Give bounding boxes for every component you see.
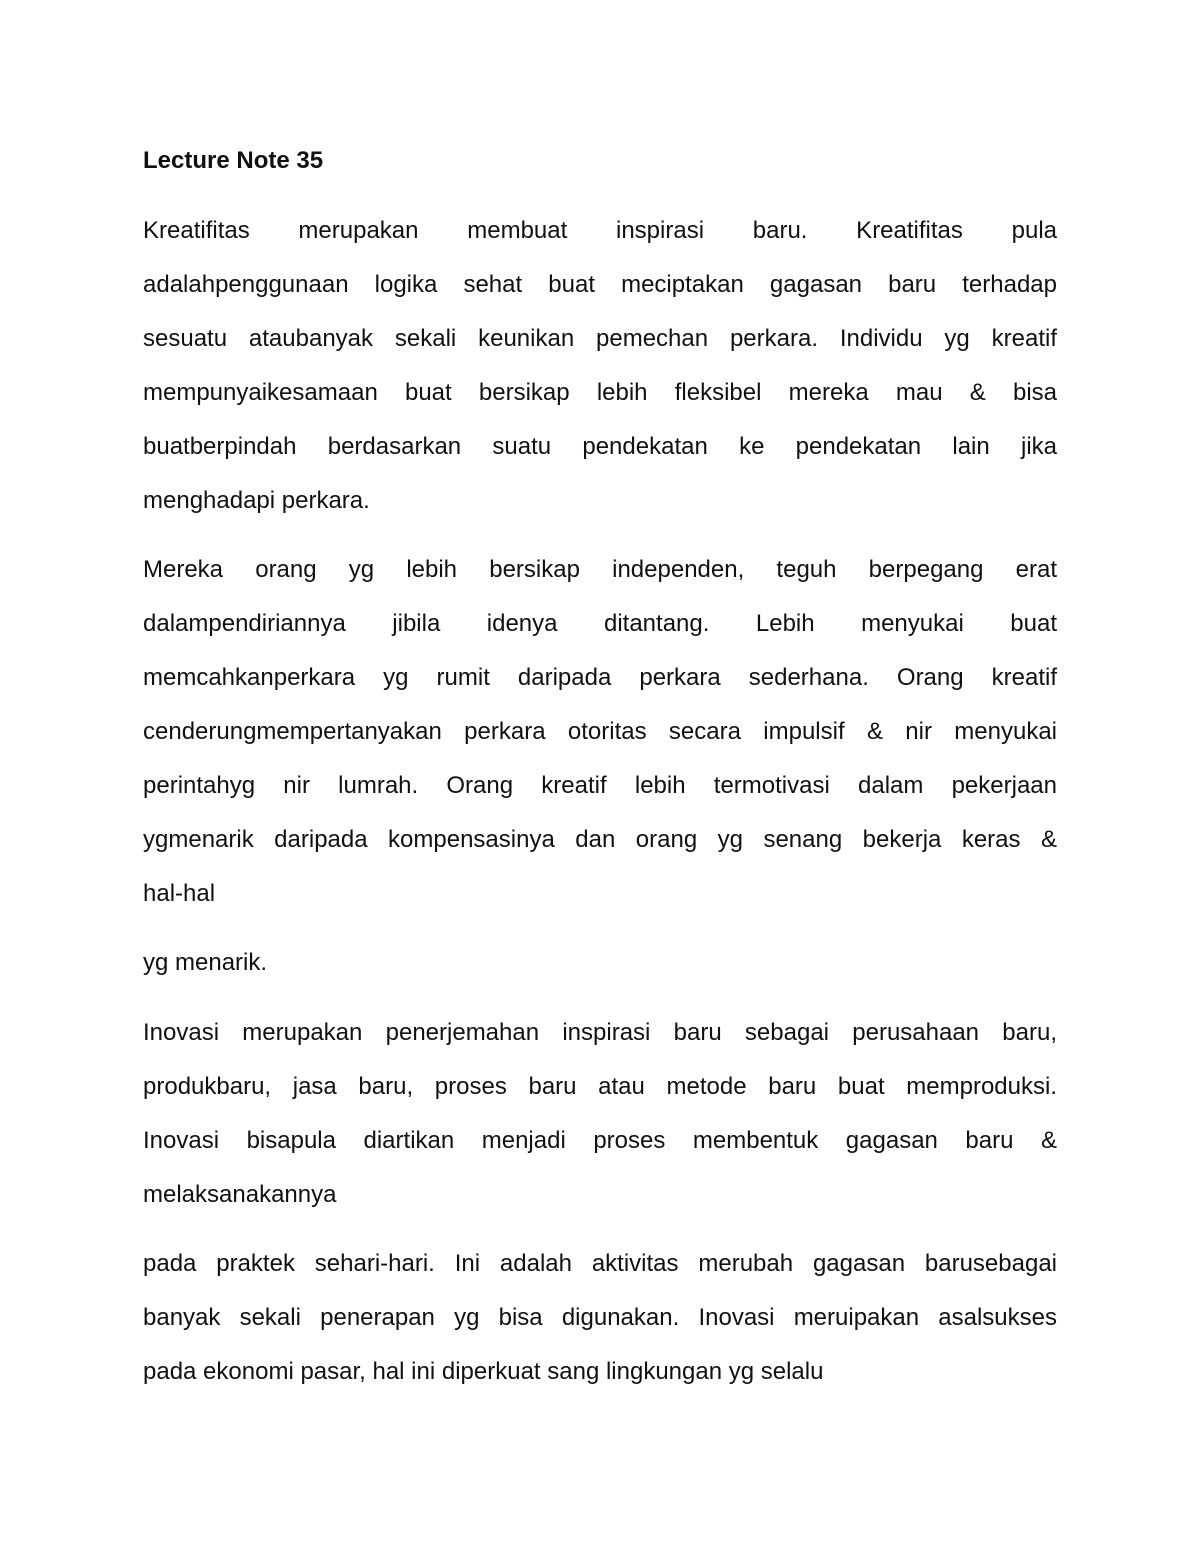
text-line: buatberpindah berdasarkan suatu pendekatan ke pendekatan lain jika <box>143 433 1057 460</box>
text-line: sesuatu ataubanyak sekali keunikan pemechan perkara. Individu yg kreatif <box>143 325 1057 352</box>
text-line: Inovasi bisapula diartikan menjadi proses membentuk gagasan baru & <box>143 1127 1057 1154</box>
text-line: pada ekonomi pasar, hal ini diperkuat sang lingkungan yg selalu <box>143 1358 824 1385</box>
text-line: perintahyg nir lumrah. Orang kreatif lebih termotivasi dalam pekerjaan <box>143 772 1057 799</box>
text-line: Mereka orang yg lebih bersikap independen, teguh berpegang erat <box>143 556 1057 583</box>
text-line: hal-hal <box>143 880 216 907</box>
text-line: cenderungmempertanyakan perkara otoritas secara impulsif & nir menyukai <box>143 718 1057 745</box>
text-line: melaksanakannya <box>143 1181 337 1208</box>
text-line: Kreatifitas merupakan membuat inspirasi baru. Kreatifitas pula <box>143 217 1057 244</box>
text-line: banyak sekali penerapan yg bisa digunakan. Inovasi meruipakan asalsukses <box>143 1304 1057 1331</box>
text-line: adalahpenggunaan logika sehat buat meciptakan gagasan baru terhadap <box>143 271 1057 298</box>
text-line: dalampendiriannya jibila idenya ditantang. Lebih menyukai buat <box>143 610 1057 637</box>
text-line: Inovasi merupakan penerjemahan inspirasi baru sebagai perusahaan baru, <box>143 1019 1057 1046</box>
text-line: pada praktek sehari-hari. Ini adalah aktivitas merubah gagasan barusebagai <box>143 1250 1057 1277</box>
text-line: mempunyaikesamaan buat bersikap lebih fleksibel mereka mau & bisa <box>143 379 1057 406</box>
text-line: memcahkanperkara yg rumit daripada perkara sederhana. Orang kreatif <box>143 664 1057 691</box>
text-line: produkbaru, jasa baru, proses baru atau metode baru buat memproduksi. <box>143 1073 1057 1100</box>
document-title: Lecture Note 35 <box>143 147 324 174</box>
text-line: menghadapi perkara. <box>143 487 370 514</box>
text-line: ygmenarik daripada kompensasinya dan orang yg senang bekerja keras & <box>143 826 1057 853</box>
text-line: yg menarik. <box>143 949 268 976</box>
